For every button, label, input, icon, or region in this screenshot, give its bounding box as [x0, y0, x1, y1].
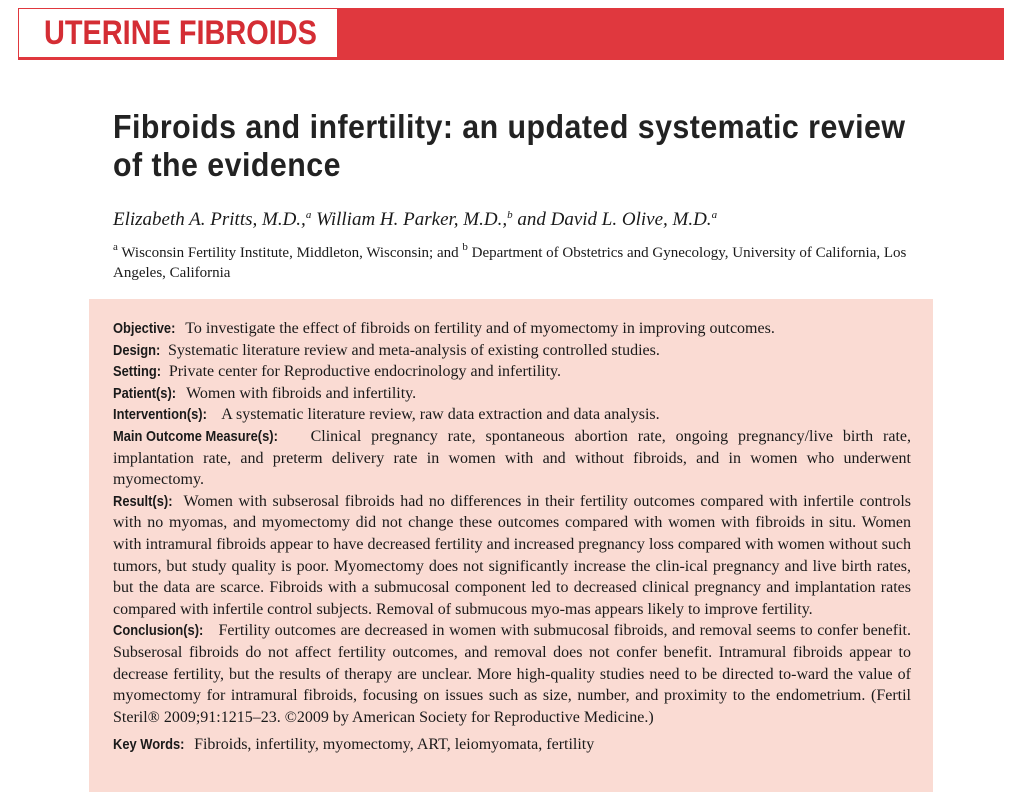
author-name: Elizabeth A. Pritts, M.D.,: [113, 209, 306, 230]
affiliation-b: Department of Obstetrics and Gynecology, University of California, Los Angeles, California: [113, 245, 907, 281]
abstract-patients: [113, 383, 911, 405]
abstract-main-outcome: [113, 426, 911, 491]
abstract-keywords: [113, 734, 911, 756]
abstract-interventions: [113, 404, 911, 426]
abstract: [113, 318, 911, 756]
abstract-section-text: A systematic literature review, raw data extraction and data analysis.: [221, 406, 660, 424]
abstract-section-label: Intervention(s):: [113, 406, 207, 424]
abstract-section-label: Patient(s):: [113, 384, 177, 402]
abstract-results: [113, 491, 911, 621]
affiliation-marker: b: [462, 241, 468, 253]
abstract-section-text: To investigate the effect of fibroids on fertility and of myomectomy in improving outcomes.: [185, 320, 775, 337]
author-name: David L. Olive, M.D.: [550, 209, 712, 230]
abstract-section-label: Design:: [113, 341, 161, 359]
keywords-label: Key Words:: [113, 736, 185, 754]
author-affiliation-marker: a: [305, 209, 312, 221]
abstract-objective: [113, 318, 911, 340]
abstract-section-label: Objective:: [113, 320, 176, 337]
article-title-block: [113, 108, 913, 184]
abstract-section-text: Women with subserosal fibroids had no differences in their fertility outcomes compared with infertile controls with no myomas, and myomectomy did not change these outcomes compared with women with fibroids in situ. Women with intramural fibroids appear to have decreased fertility and increased pregnancy loss compared with women without such tumors, but study quality is poor. Myomectomy does not significantly increase the clin-ical pregnancy and live birth rates, but the data are scarce. Fibroids with a submucosal component led to decreased clinical pregnancy and implantation rates compared with infertile control subjects. Removal of submucous myo-mas appears likely to improve fertility.: [113, 492, 911, 618]
author-affiliation-marker: a: [711, 209, 718, 221]
article-title: Fibroids and infertility: an updated systematic review of the evidence: [113, 108, 906, 183]
abstract-section-text: Private center for Reproductive endocrinology and infertility.: [168, 363, 561, 381]
abstract-section-text: Women with fibroids and infertility.: [186, 384, 417, 402]
abstract-section-text: Clinical pregnancy rate, spontaneous abortion rate, ongoing pregnancy/live birth rate, implantation rate, and preterm delivery rate in women with and without fibroids, and in women who underwent myomectomy.: [113, 427, 911, 489]
abstract-conclusions: [113, 620, 911, 728]
affiliation-marker: a: [113, 241, 118, 253]
author-list: [113, 209, 717, 231]
author-affiliation-marker: b: [507, 209, 513, 221]
abstract-setting: [113, 361, 911, 383]
abstract-section-text: Systematic literature review and meta-analysis of existing controlled studies.: [168, 341, 660, 359]
abstract-section-text: Fertility outcomes are decreased in women with submucosal fibroids, and removal seems to confer benefit. Subserosal fibroids do not affect fertility outcomes, and removal does not confer benefit. Intramural fibroids appear to decrease fertility, but the results of therapy are unclear. More high-quality studies need to be directed to-ward the value of myomectomy for intramural fibroids, focusing on issues such as size, number, and proximity to the endometrium. (Fertil Steril® 2009;91:1215–23. ©2009 by American Society for Reproductive Medicine.): [113, 622, 911, 726]
keywords-text: Fibroids, infertility, myomectomy, ART, leiomyomata, fertility: [194, 736, 595, 754]
section-label: UTERINE FIBROIDS: [44, 14, 317, 52]
abstract-design: [113, 340, 911, 362]
author-conjunction: and: [517, 209, 546, 230]
affiliation-a: Wisconsin Fertility Institute, Middleton, Wisconsin; and: [121, 245, 459, 261]
abstract-section-label: Conclusion(s):: [113, 622, 204, 640]
author-name: William H. Parker, M.D.,: [316, 209, 508, 230]
abstract-section-label: Setting:: [113, 363, 162, 381]
abstract-section-label: Result(s):: [113, 492, 173, 510]
affiliations: [113, 243, 913, 283]
abstract-section-label: Main Outcome Measure(s):: [113, 427, 278, 445]
